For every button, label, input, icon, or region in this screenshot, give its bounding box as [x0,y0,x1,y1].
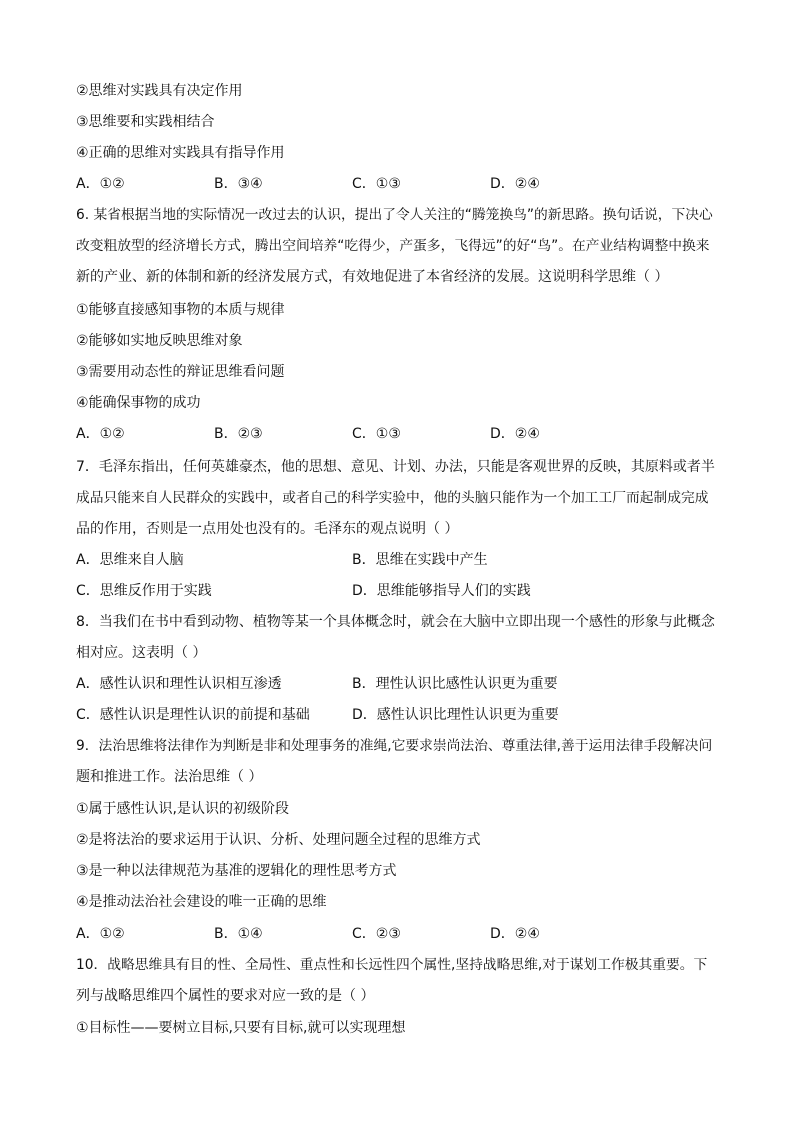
q6-statement-4: ④能确保事物的成功 [76,395,201,411]
q9-option-c: C．②③ [352,926,401,942]
statement-2: ②思维对实践具有决定作用 [76,83,243,99]
q9-option-d: D．②④ [490,926,540,942]
q9-statement-4: ④是推动法治社会建设的唯一正确的思维 [76,894,327,910]
q9-statement-1: ①属于感性认识,是认识的初级阶段 [76,801,290,817]
q9-option-b: B．①④ [214,926,263,942]
q9-stem-line-2: 题和推进工作。法治思维（ ） [76,769,263,785]
q9-option-a: A．①② [76,926,125,942]
statement-3: ③思维要和实践相结合 [76,114,215,130]
q9-statement-2: ②是将法治的要求运用于认识、分析、处理问题全过程的思维方式 [76,832,481,848]
q7-stem-line-1: 7．毛泽东指出，任何英雄豪杰，他的思想、意见、计划、办法，只能是客观世界的反映，其原料或者半 [76,459,715,475]
q6-option-a: A．①② [76,426,125,442]
option-d: D．②④ [490,176,540,192]
q6-stem-line-3: 新的产业、新的体制和新的经济发展方式，有效地促进了本省经济的发展。这说明科学思维（ ） [76,269,669,285]
q7-option-a: A．思维来自人脑 [76,552,184,568]
q6-stem-line-2: 改变粗放型的经济增长方式，腾出空间培养“吃得少，产蛋多，飞得远”的好“鸟”。在产业结构调整中换来 [76,238,710,254]
q7-stem-line-2: 成品只能来自人民群众的实践中，或者自己的科学实验中，他的头脑只能作为一个加工工厂而起制成完成 [76,490,709,506]
q7-option-c: C．思维反作用于实践 [76,583,212,599]
q7-option-b: B．思维在实践中产生 [352,552,488,568]
q6-statement-3: ③需要用动态性的辩证思维看问题 [76,364,285,380]
q9-statement-3: ③是一种以法律规范为基准的逻辑化的理性思考方式 [76,863,397,879]
q8-option-b: B．理性认识比感性认识更为重要 [352,676,558,692]
q9-stem-line-1: 9．法治思维将法律作为判断是非和处理事务的准绳,它要求崇尚法治、尊重法律,善于运用法律手段解决问 [76,738,713,754]
q8-option-a: A．感性认识和理性认识相互渗透 [76,676,282,692]
q6-statement-2: ②能够如实地反映思维对象 [76,333,243,349]
q10-stem-line-1: 10．战略思维具有目的性、全局性、重点性和长远性四个属性,坚持战略思维,对于谋划工作极其重要。下 [76,957,708,973]
q8-option-d: D．感性认识比理性认识更为重要 [352,707,559,723]
q10-stem-line-2: 列与战略思维四个属性的要求对应一致的是（ ） [76,988,375,1004]
q6-option-c: C．①③ [352,426,401,442]
q7-stem-line-3: 品的作用，否则是一点用处也没有的。毛泽东的观点说明（ ） [76,521,459,537]
q6-option-b: B．②③ [214,426,263,442]
q8-stem-line-2: 相对应。这表明（ ） [76,645,207,661]
option-a: A．①② [76,176,125,192]
q8-option-c: C．感性认识是理性认识的前提和基础 [76,707,310,723]
q6-stem-line-1: 6. 某省根据当地的实际情况一改过去的认识，提出了令人关注的“腾笼换鸟”的新思路。换句话说，下决心 [76,207,713,223]
option-c: C．①③ [352,176,401,192]
q8-stem-line-1: 8．当我们在书中看到动物、植物等某一个具体概念时，就会在大脑中立即出现一个感性的形象与此概念 [76,614,715,630]
statement-4: ④正确的思维对实践具有指导作用 [76,145,285,161]
q6-statement-1: ①能够直接感知事物的本质与规律 [76,302,285,318]
q6-option-d: D．②④ [490,426,540,442]
q10-statement-1: ①目标性——要树立目标,只要有目标,就可以实现理想 [76,1020,406,1036]
option-b: B．③④ [214,176,263,192]
q7-option-d: D．思维能够指导人们的实践 [352,583,531,599]
